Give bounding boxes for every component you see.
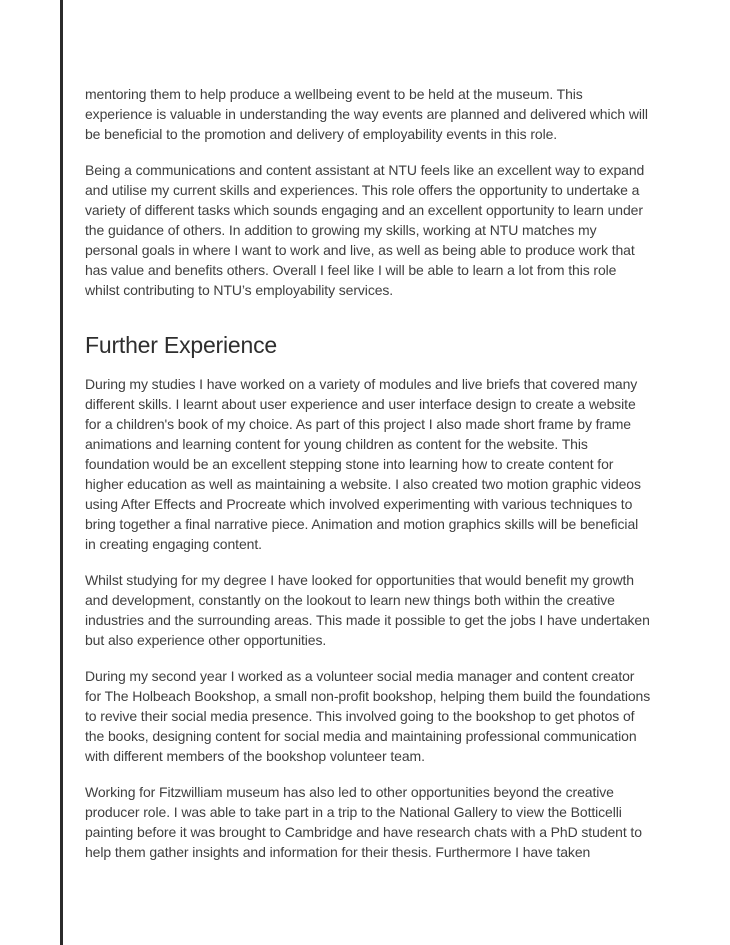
section-heading-further-experience: Further Experience xyxy=(85,332,277,358)
paragraph-studies-modules: During my studies I have worked on a variety of modules and live briefs that covered many different skills. I learnt about user experience and user interface design to create a website for a children's book of my choice. As part of this project I also made short frame by frame animations and learning content for young children as content for the website. This foundation would be an excellent stepping stone into learning how to create content for higher education as well as maintaining a website. I also created two motion graphic videos using After Effects and Procreate which involved experimenting with various techniques to bring together a final narrative piece. Animation and motion graphics skills will be beneficial in creating engaging content. xyxy=(85,376,641,552)
paragraph-ntu-role: Being a communications and content assistant at NTU feels like an excellent way to expand and utilise my current skills and experiences. This role offers the opportunity to undertake a variety of different tasks which sounds engaging and an excellent opportunity to learn under the guidance of others. In addition to growing my skills, working at NTU matches my personal goals in where I want to work and live, as well as being able to produce work that has value and benefits others. Overall I feel like I will be able to learn a lot from this role whilst contributing to NTU’s employability services. xyxy=(85,162,645,298)
paragraph-fitzwilliam-museum: Working for Fitzwilliam museum has also led to other opportunities beyond the creative producer role. I was able to take part in a trip to the National Gallery to view the Botticelli painting before it was brought to Cambridge and have research chats with a PhD student to help them gather insights and information for their thesis. Furthermore I have taken xyxy=(85,784,642,860)
document-body xyxy=(85,84,651,878)
page-edge-bar xyxy=(60,0,63,945)
paragraph-holbeach-bookshop: During my second year I worked as a volunteer social media manager and content creator for The Holbeach Bookshop, a small non-profit bookshop, helping them build the foundations to revive their social media presence. This involved going to the bookshop to get photos of the books, designing content for social media and maintaining professional communication with different members of the bookshop volunteer team. xyxy=(85,668,651,764)
paragraph-degree-opportunities: Whilst studying for my degree I have looked for opportunities that would benefit my growth and development, constantly on the lookout to learn new things both within the creative industries and the surrounding areas. This made it possible to get the jobs I have undertaken but also experience other opportunities. xyxy=(85,572,650,648)
paragraph-museum-event: mentoring them to help produce a wellbeing event to be held at the museum. This experience is valuable in understanding the way events are planned and delivered which will be beneficial to the promotion and delivery of employability events in this role. xyxy=(85,86,648,142)
